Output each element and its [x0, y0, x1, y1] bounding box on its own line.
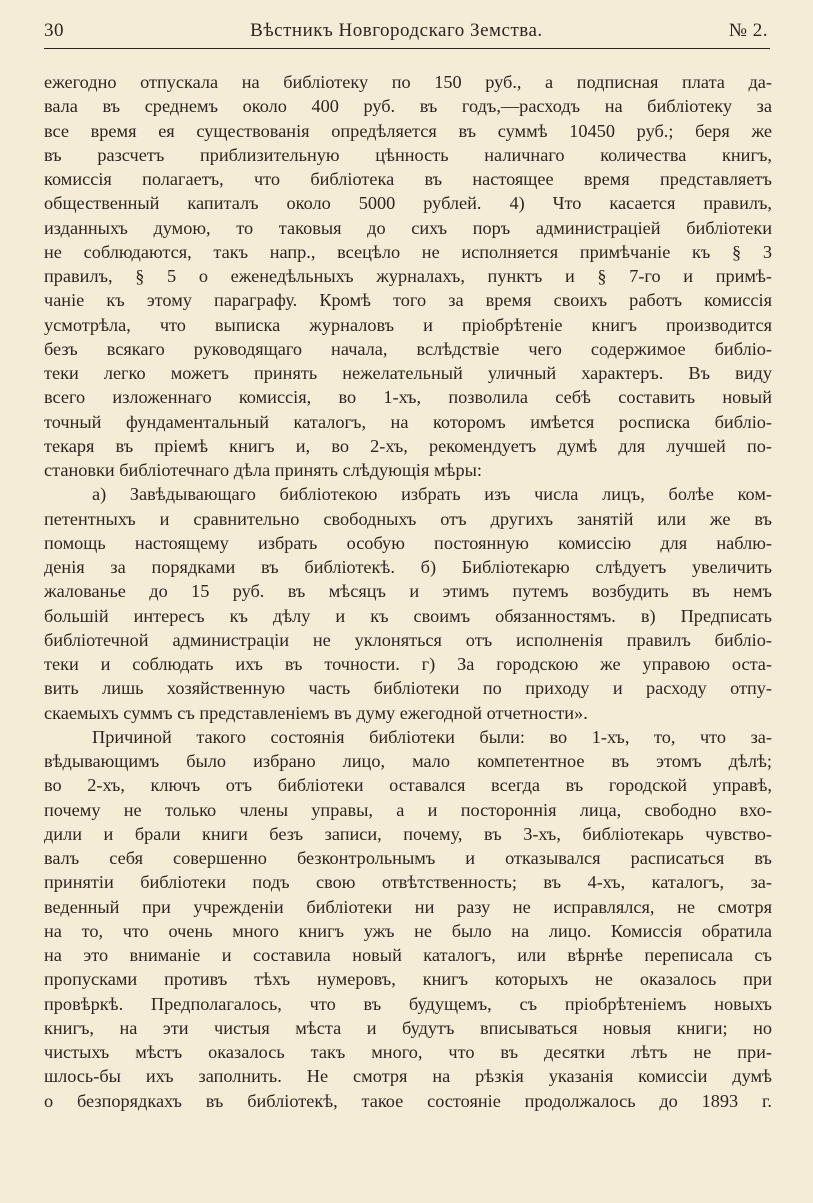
text-line: Причиной такого состоянія библіотеки были: во 1-хъ, то, что за-: [92, 726, 772, 747]
text-line: комиссія полагаетъ, что библіотека въ настоящее время представляетъ: [44, 169, 772, 189]
text-line: скаемыхъ суммъ съ представленіемъ въ думу ежегодной отчетности».: [44, 702, 588, 723]
text-line: всего изложеннаго комиссія, во 1-хъ, позволила себѣ составить новый: [44, 387, 772, 408]
text-line: помощь настоящему избрать особую постоянную комиссію для наблю-: [44, 532, 772, 553]
text-line: большій интересъ къ дѣлу и къ своимъ обязанностямъ. в) Предписать: [44, 605, 772, 626]
text-line: общественный капиталъ около 5000 рублей. 4) Что касается правилъ,: [44, 193, 772, 214]
text-line: вить лишь хозяйственную часть библіотеки по приходу и расходу отпу-: [44, 678, 772, 699]
text-line: изданныхъ думою, то таковыя до сихъ поръ администраціей библіотеки: [44, 217, 772, 238]
text-line: безъ всякаго руководящаго начала, вслѣдствіе чего содержимое библіо-: [44, 338, 772, 359]
body-text: [44, 70, 772, 1113]
text-line: во 2-хъ, ключъ отъ библіотеки оставался всегда въ городской управѣ,: [44, 775, 772, 796]
issue-number: № 2.: [728, 20, 768, 41]
text-line: библіотечной администраціи не уклоняться отъ исполненія правилъ библіо-: [44, 629, 772, 650]
text-line: точный фундаментальный каталогъ, на которомъ имѣется росписка библіо-: [44, 411, 772, 432]
text-line: а) Завѣдывающаго библіотекою избрать изъ числа лицъ, болѣе ком-: [92, 484, 772, 505]
text-line: петентныхъ и сравнительно свободныхъ отъ другихъ занятій или же въ: [44, 508, 772, 529]
text-line: въ разсчетъ приблизительную цѣнность наличнаго количества книгъ,: [44, 144, 772, 165]
text-line: все время ея существованія опредѣляется въ суммѣ 10450 руб.; беря же: [44, 120, 772, 141]
text-line: о безпорядкахъ въ библіотекѣ, такое состояніе продолжалось до 1893 г.: [44, 1090, 772, 1111]
text-line: не соблюдаются, такъ напр., всецѣло не исполняется примѣчаніе къ § 3: [44, 241, 772, 262]
text-line: вала въ среднемъ около 400 руб. въ годъ,—расходъ на библіотеку за: [44, 96, 772, 117]
text-line: на это вниманіе и составила новый каталогъ, или вѣрнѣе переписала съ: [44, 945, 772, 965]
text-line: валъ себя совершенно безконтрольнымъ и отказывался расписаться въ: [44, 848, 772, 868]
text-line: провѣркѣ. Предполагалось, что въ будущемъ, съ пріобрѣтеніемъ новыхъ: [44, 993, 772, 1014]
text-line: книгъ, на эти чистыя мѣста и будутъ вписываться новыя книги; но: [44, 1017, 772, 1038]
text-line: становки библіотечнаго дѣла принять слѣдующія мѣры:: [44, 460, 482, 480]
journal-title: Вѣстникъ Новгородскаго Земства.: [250, 20, 543, 41]
page-number: 30: [44, 20, 64, 41]
header-rule: [44, 48, 770, 49]
text-line: дили и брали книги безъ записи, почему, въ 3-хъ, библіотекарь чувство-: [44, 823, 772, 844]
text-line: усмотрѣла, что выписка журналовъ и пріобрѣтеніе книгъ производится: [44, 314, 772, 335]
text-line: веденный при учрежденіи библіотеки ни разу не исправлялся, не смотря: [44, 896, 772, 917]
text-line: текаря въ пріемѣ книгъ и, во 2-хъ, рекомендуетъ думѣ для лучшей по-: [44, 435, 772, 456]
text-line: на то, что очень много книгъ ужъ не было на лицо. Комиссія обратила: [44, 920, 772, 941]
text-line: теки легко можетъ принять нежелательный уличный характеръ. Въ виду: [44, 363, 772, 383]
text-line: вѣдывающимъ было избрано лицо, мало компетентное въ этомъ дѣлѣ;: [44, 751, 772, 771]
text-line: принятіи библіотеки подъ свою отвѣтственность; въ 4-хъ, каталогъ, за-: [44, 872, 772, 893]
text-line: жалованье до 15 руб. въ мѣсяцъ и этимъ путемъ возбудить въ немъ: [44, 581, 772, 602]
text-line: правилъ, § 5 о еженедѣльныхъ журналахъ, пунктъ и § 7-го и примѣ-: [44, 266, 772, 286]
text-line: чистыхъ мѣстъ оказалось такъ много, что въ десятки лѣтъ не при-: [44, 1042, 772, 1062]
text-line: шлось-бы ихъ заполнить. Не смотря на рѣзкія указанія комиссіи думѣ: [44, 1066, 772, 1087]
text-line: пропусками противъ тѣхъ нумеровъ, книгъ которыхъ не оказалось при: [44, 969, 772, 990]
running-header: [44, 20, 768, 50]
text-line: почему не только члены управы, а и постороннія лица, свободно вхо-: [44, 799, 772, 820]
text-line: чаніе къ этому параграфу. Кромѣ того за время своихъ работъ комиссія: [44, 290, 772, 311]
text-line: денія за порядками въ библіотекѣ. б) Библіотекарю слѣдуетъ увеличить: [44, 557, 772, 577]
text-line: теки и соблюдать ихъ въ точности. г) За городскою же управою оста-: [44, 654, 772, 674]
text-line: ежегодно отпускала на библіотеку по 150 руб., а подписная плата да-: [44, 72, 772, 92]
